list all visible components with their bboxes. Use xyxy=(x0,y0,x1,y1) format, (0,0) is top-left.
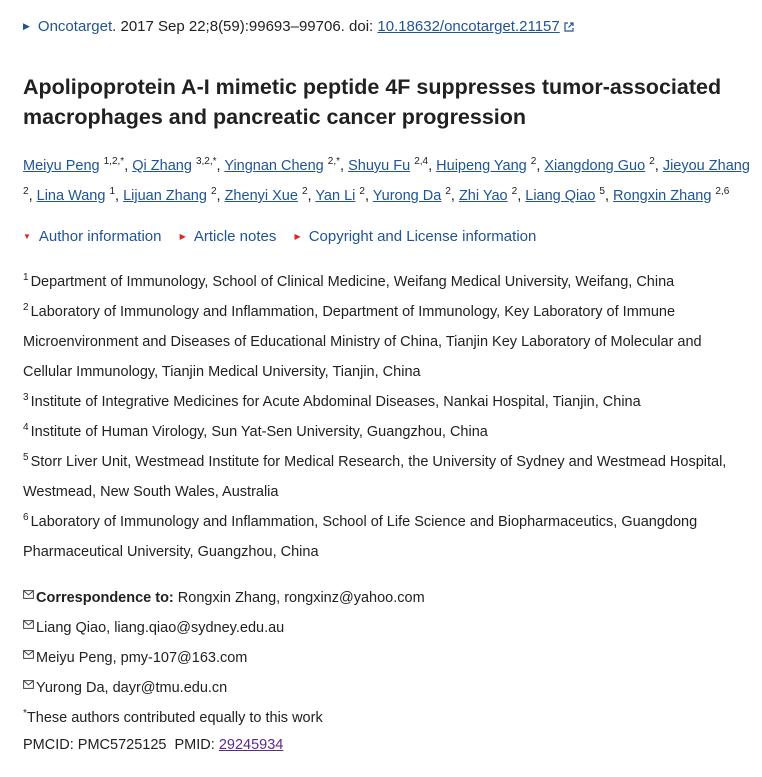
author-link[interactable]: Meiyu Peng xyxy=(23,158,100,174)
author-link[interactable]: Jieyou Zhang xyxy=(662,158,750,174)
affiliation-item xyxy=(23,417,743,447)
affiliation-item xyxy=(23,267,743,297)
affiliation-number: 3 xyxy=(23,392,29,403)
author-link[interactable]: Zhenyi Xue xyxy=(224,188,298,204)
affiliation-number: 2 xyxy=(23,302,29,313)
author-separator: , xyxy=(450,188,459,204)
author-affiliation-sup: 2 xyxy=(530,156,537,167)
tab-label: Article notes xyxy=(193,228,277,245)
affiliation-item xyxy=(23,297,743,387)
author-affiliation-sup: 1 xyxy=(109,186,116,197)
author-affiliation-sup: 2 xyxy=(359,186,365,197)
correspondence-line xyxy=(23,643,743,673)
author-link[interactable]: Shuyu Fu xyxy=(348,158,411,174)
tab-article-notes[interactable] xyxy=(180,228,277,245)
correspondence-contact: Yurong Da, dayr@tmu.edu.cn xyxy=(36,680,228,696)
correspondence-contact: Liang Qiao, liang.qiao@sydney.edu.au xyxy=(36,620,285,636)
tab-label: Copyright and License information xyxy=(308,228,537,245)
correspondence-block xyxy=(23,583,743,733)
info-toggle-bar xyxy=(23,226,550,248)
affiliation-item xyxy=(23,387,743,417)
pmcid-value: PMC5725125 xyxy=(77,737,167,753)
footnote-text: These authors contributed equally to this work xyxy=(26,710,323,726)
author-affiliation-sup: 2 xyxy=(649,156,655,167)
correspondence-contact: Rongxin Zhang, rongxinz@yahoo.com xyxy=(173,590,425,606)
author-link[interactable]: Qi Zhang xyxy=(132,158,192,174)
author-separator: , xyxy=(28,188,37,204)
author-separator: , xyxy=(517,188,526,204)
author-link[interactable]: Lijuan Zhang xyxy=(123,188,207,204)
author-affiliation-sup: 2 xyxy=(445,186,451,197)
citation-details: . 2017 Sep 22;8(59):99693–99706. doi: xyxy=(112,18,378,35)
author-link[interactable]: Yurong Da xyxy=(372,188,442,204)
affiliation-text: Laboratory of Immunology and Inflammation, School of Life Science and Biopharmaceutics, Guangdong Pharmaceutical University, Guangzhou, China xyxy=(23,514,698,560)
author-separator: , xyxy=(216,188,225,204)
pmcid-label: PMCID: xyxy=(23,737,78,753)
author-affiliation-sup: 2 xyxy=(301,186,308,197)
author-affiliation-sup: 2,4 xyxy=(414,156,429,167)
expand-triangle-icon[interactable]: ▶ xyxy=(23,21,30,31)
equal-contribution-note xyxy=(23,703,743,733)
footnote-mark: * xyxy=(23,708,27,719)
author-separator: , xyxy=(307,188,316,204)
author-separator: , xyxy=(340,158,349,174)
article-identifiers xyxy=(23,734,283,756)
author-affiliation-sup: 1,2,* xyxy=(103,156,125,167)
correspondence-line xyxy=(23,583,743,613)
author-separator: , xyxy=(536,158,545,174)
tab-label: Author information xyxy=(38,228,162,245)
pmid-label: PMID: xyxy=(174,737,219,753)
tab-copyright-license[interactable] xyxy=(295,228,537,245)
citation-line xyxy=(23,15,574,38)
triangle-right-icon: ▶ xyxy=(179,232,186,241)
affiliation-text: Institute of Human Virology, Sun Yat-Sen University, Guangzhou, China xyxy=(30,424,488,440)
envelope-icon xyxy=(23,680,34,689)
author-affiliation-sup: 5 xyxy=(599,186,605,197)
author-separator: , xyxy=(604,188,614,204)
correspondence-label: Correspondence to: xyxy=(36,590,174,606)
affiliation-number: 4 xyxy=(23,422,29,433)
correspondence-contact: Meiyu Peng, pmy-107@163.com xyxy=(36,650,248,666)
correspondence-line xyxy=(23,613,743,643)
affiliation-item xyxy=(23,447,743,507)
author-affiliation-sup: 2,6 xyxy=(715,186,730,197)
affiliation-number: 1 xyxy=(23,272,29,283)
author-affiliation-sup: 2,* xyxy=(327,156,341,167)
envelope-icon xyxy=(23,650,34,659)
article-title: Apolipoprotein A-I mimetic peptide 4F suppresses tumor-associated macrophages and pancreatic cancer progression xyxy=(23,75,722,129)
affiliation-item xyxy=(23,507,743,567)
author-link[interactable]: Yingnan Cheng xyxy=(224,158,324,174)
envelope-icon xyxy=(23,590,34,599)
author-link[interactable]: Zhi Yao xyxy=(458,188,508,204)
author-affiliation-sup: 2 xyxy=(210,186,217,197)
author-affiliation-sup: 2 xyxy=(23,186,29,197)
author-separator: , xyxy=(654,158,663,174)
pmid-link[interactable]: 29245934 xyxy=(218,737,284,753)
author-link[interactable]: Xiangdong Guo xyxy=(544,158,646,174)
affiliation-text: Laboratory of Immunology and Inflammation, Department of Immunology, Key Laboratory of Immune Microenvironment and Diseases of Educational Ministry of China, Tianjin Key Laboratory of Molecular and Cellular Immunology, Tianjin Medical University, Tianjin, China xyxy=(23,304,702,380)
author-list xyxy=(23,151,758,211)
author-link[interactable]: Lina Wang xyxy=(36,188,106,204)
author-separator: , xyxy=(428,158,437,174)
affiliation-number: 5 xyxy=(23,452,29,463)
author-link[interactable]: Liang Qiao xyxy=(525,188,596,204)
author-separator: , xyxy=(124,158,133,174)
author-separator: , xyxy=(364,188,373,204)
author-affiliation-sup: 3,2,* xyxy=(195,156,217,167)
triangle-down-icon: ▼ xyxy=(23,232,31,241)
author-link[interactable]: Rongxin Zhang xyxy=(613,188,712,204)
affiliation-text: Institute of Integrative Medicines for Acute Abdominal Diseases, Nankai Hospital, Tianjin, China xyxy=(30,394,641,410)
author-separator: , xyxy=(216,158,225,174)
affiliation-text: Department of Immunology, School of Clinical Medicine, Weifang Medical University, Weifang, China xyxy=(30,274,675,290)
affiliation-number: 6 xyxy=(23,512,29,523)
author-affiliation-sup: 2 xyxy=(511,186,518,197)
triangle-right-icon: ▶ xyxy=(294,232,301,241)
author-link[interactable]: Huipeng Yang xyxy=(436,158,527,174)
tab-author-information[interactable] xyxy=(23,228,162,245)
external-link-icon xyxy=(564,22,574,32)
affiliation-text: Storr Liver Unit, Westmead Institute for Medical Research, the University of Sydney and Westmead Hospital, Westmead, New South Wales, Australia xyxy=(23,454,727,500)
journal-link[interactable]: Oncotarget xyxy=(37,18,113,35)
author-link[interactable]: Yan Li xyxy=(315,188,356,204)
author-separator: , xyxy=(115,188,124,204)
doi-link[interactable]: 10.18632/oncotarget.21157 xyxy=(377,18,560,35)
correspondence-line xyxy=(23,673,743,703)
affiliation-list xyxy=(23,267,743,567)
envelope-icon xyxy=(23,620,34,629)
